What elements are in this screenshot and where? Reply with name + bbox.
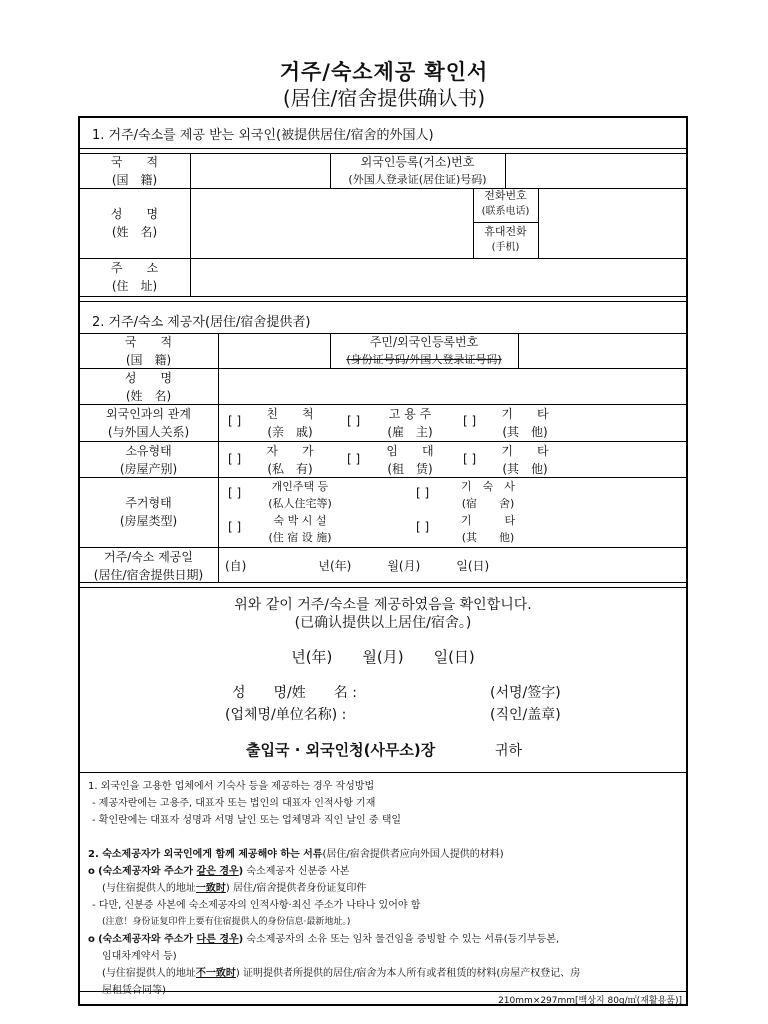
- label-zh: (姓 名): [125, 389, 172, 403]
- s2-regno-label: [330, 333, 518, 369]
- ownership-other-checkbox[interactable]: [ ]: [463, 452, 477, 466]
- divider: [190, 153, 191, 296]
- housing-dormitory-checkbox[interactable]: [ ]: [416, 486, 430, 500]
- label-zh: (居住/宿舍提供日期): [93, 568, 204, 582]
- form-subtitle: (居住/宿舍提供确认书): [282, 86, 486, 110]
- s1-nationality-label: [79, 153, 190, 188]
- s2-date-label: [79, 548, 218, 584]
- text: ): [238, 934, 244, 945]
- label-ko: 주거형태: [125, 496, 172, 510]
- housing-lodging-checkbox[interactable]: [ ]: [228, 520, 242, 534]
- option-zh: (私人住宅等): [268, 497, 332, 510]
- text: (숙소제공자와 주소가: [98, 866, 197, 877]
- form-title: 거주/숙소제공 확인서: [279, 60, 489, 84]
- bullet: o: [88, 866, 95, 877]
- note-same: [88, 863, 680, 880]
- ownership-own-checkbox[interactable]: [ ]: [228, 452, 242, 466]
- label-ko: 국 적: [124, 335, 173, 349]
- ownership-other: [485, 442, 565, 478]
- label-zh: (住 址): [111, 279, 158, 293]
- text: ): [225, 883, 230, 894]
- section2-heading: 2. 거주/숙소 제공자(居住/宿舍提供者): [92, 315, 311, 330]
- divider: [473, 222, 538, 223]
- note-2: [88, 846, 680, 863]
- option-ko: 기 타: [501, 407, 549, 421]
- section1-heading: 1. 거주/숙소를 제공 받는 외국인(被提供居住/宿舍的外国人): [92, 128, 434, 143]
- housing-private-checkbox[interactable]: [ ]: [228, 486, 242, 500]
- s2-relation-label: [79, 405, 218, 441]
- note-1b: - 확인란에는 대표자 성명과 서명 날인 또는 업체명과 직인 날인 중 택일: [92, 815, 402, 826]
- relation-employer-checkbox[interactable]: [ ]: [347, 414, 361, 428]
- note-diff-zh: [88, 965, 680, 982]
- housing-private: [250, 478, 350, 512]
- honorific: 귀하: [495, 743, 523, 759]
- s1-phone-label: [473, 188, 538, 220]
- label-ko: 성 명: [124, 371, 173, 385]
- confirm-statement-zh: (已确认提供以上居住/宿舍。): [294, 615, 472, 631]
- label-zh: (与外国人关系): [107, 425, 190, 439]
- note-2-zh: (居住/宿舍提供者应向外国人提供的材料): [322, 849, 504, 860]
- s1-address-label: [79, 259, 190, 295]
- ownership-lease: [370, 442, 450, 478]
- option-ko: 숙 박 시 설: [273, 514, 327, 527]
- ownership-lease-checkbox[interactable]: [ ]: [347, 452, 361, 466]
- text: 居住/宿舍提供者身份证复印件: [229, 883, 367, 894]
- text: (与住宿提供人的地址: [102, 968, 196, 979]
- note-diff-zh-cont: 屋租赁合同等): [102, 985, 166, 996]
- label-ko: 소유형태: [125, 444, 172, 458]
- option-zh: (雇 主): [387, 425, 433, 439]
- label-ko: 주 소: [110, 261, 159, 275]
- label-zh: (姓 名): [111, 225, 158, 239]
- relation-other-checkbox[interactable]: [ ]: [463, 414, 477, 428]
- text: 一致时: [195, 883, 226, 894]
- notes-block: [88, 778, 680, 999]
- text: 证明提供者所提供的居住/宿舍为本人所有或者租赁的材料(房屋产权登记、房: [239, 968, 581, 979]
- divider: [79, 301, 687, 302]
- s1-regno-label: [330, 153, 505, 189]
- text: (与住宿提供人的地址: [102, 883, 196, 894]
- option-ko: 자 가: [266, 444, 314, 458]
- label-zh: (外国人登录证(居住证)号码): [348, 173, 487, 186]
- provision-date-field[interactable]: (自) 년(年) 월(月) 일(日): [225, 559, 490, 573]
- housing-other-checkbox[interactable]: [ ]: [416, 520, 430, 534]
- note-same-detail: - 다만, 신분증 사본에 숙소제공자의 인적사항·최신 주소가 나타나 있어야 함: [92, 900, 421, 911]
- s1-name-label: [79, 205, 190, 241]
- divider: [538, 188, 539, 258]
- label-ko: 전화번호: [484, 189, 527, 202]
- confirm-date[interactable]: 년(年) 월(月) 일(日): [291, 648, 475, 666]
- note-same-detail-zh: (注意！身份证复印件上要有住宿提供人的身份信息·最新地址。): [102, 917, 351, 927]
- paper-spec-footer: 210mm×297mm[백상지 80g/㎡(재활용품)]: [498, 996, 682, 1006]
- text: 숙소제공자 신분증 사본: [243, 866, 350, 877]
- housing-other: [438, 512, 538, 546]
- label-ko: 휴대전화: [484, 225, 527, 238]
- divider: [218, 333, 219, 582]
- bullet: o: [88, 934, 95, 945]
- option-zh: (宿 舍): [461, 497, 515, 510]
- addressee: 출입국 · 외국인청(사무소)장: [246, 741, 436, 759]
- option-zh: (亲 戚): [267, 425, 313, 439]
- divider: [518, 333, 519, 368]
- option-zh: (其 他): [502, 462, 548, 476]
- option-zh: (私 有): [267, 462, 313, 476]
- s1-mobile-label: [473, 224, 538, 256]
- note-2-title: 2. 숙소제공자가 외국인에게 함께 제공해야 하는 서류: [88, 849, 323, 860]
- text: ): [235, 968, 240, 979]
- label-zh: (国 籍): [125, 353, 172, 367]
- label-zh: (国 籍): [111, 173, 158, 187]
- relation-employer: [370, 405, 450, 441]
- label-ko: 주민/외국인등록번호: [369, 335, 479, 349]
- divider: [505, 153, 506, 188]
- label-zh: (房屋产别): [119, 462, 178, 476]
- note-1: 1. 외국인을 고용한 업체에서 기숙사 등을 제공하는 경우 작성방법: [88, 781, 375, 792]
- divider: [79, 148, 687, 149]
- option-ko: 임 대: [386, 444, 434, 458]
- confirm-name-label: 성 명/姓 名 :: [232, 685, 357, 701]
- label-zh: (身份证号码/外国人登录证号码): [346, 353, 502, 366]
- label-ko: 성 명: [110, 207, 159, 221]
- option-zh: (其 他): [461, 531, 515, 544]
- option-ko: 기 타: [501, 444, 549, 458]
- option-zh: (其 他): [502, 425, 548, 439]
- s2-housing-label: [79, 494, 218, 530]
- option-ko: 기 숙 사: [461, 480, 515, 493]
- option-ko: 친 척: [266, 407, 314, 421]
- note-1a: - 제공자란에는 고용주, 대표자 또는 법인의 대표자 인적사항 기재: [92, 798, 376, 809]
- option-zh: (住 宿 设 施): [268, 531, 332, 544]
- housing-dormitory: [438, 478, 538, 512]
- s2-nationality-label: [79, 333, 218, 369]
- divider: [79, 772, 687, 773]
- divider: [79, 991, 687, 992]
- relation-relative-checkbox[interactable]: [ ]: [228, 414, 242, 428]
- relation-relative: [250, 405, 330, 441]
- option-ko: 고 용 주: [388, 407, 432, 421]
- label-zh: (房屋类型): [119, 514, 178, 528]
- text: 숙소제공자의 소유 또는 임차 물건임을 증빙할 수 있는 서류(등기부등본,: [243, 934, 560, 945]
- spacer: [88, 829, 680, 846]
- label-zh: (手机): [491, 242, 520, 253]
- label-ko: 국 적: [110, 155, 159, 169]
- sign-field[interactable]: (서명/签字): [490, 685, 561, 701]
- text: 같은 경우: [196, 866, 239, 877]
- divider: [79, 587, 687, 588]
- text: ): [238, 866, 244, 877]
- text: 다른 경우: [196, 934, 239, 945]
- text: 不一致时: [195, 968, 236, 979]
- label-ko: 외국인등록(거소)번호: [360, 155, 475, 169]
- label-ko: 외국인과의 관계: [106, 407, 191, 421]
- note-diff-cont: 임대차계약서 등): [102, 951, 177, 962]
- option-ko: 기 타: [460, 514, 516, 527]
- text: (숙소제공자와 주소가: [98, 934, 197, 945]
- s2-name-label: [79, 369, 218, 405]
- housing-lodging: [250, 512, 350, 546]
- relation-other: [485, 405, 565, 441]
- seal-field[interactable]: (직인/盖章): [490, 707, 561, 723]
- ownership-own: [250, 442, 330, 478]
- divider: [79, 296, 687, 297]
- note-same-zh: [88, 880, 680, 897]
- note-diff: [88, 931, 680, 948]
- label-ko: 거주/숙소 제공일: [103, 550, 193, 564]
- label-zh: (联系电话): [481, 206, 530, 217]
- option-ko: 개인주택 등: [271, 480, 329, 493]
- confirm-statement: 위와 같이 거주/숙소를 제공하였음을 확인합니다.: [234, 597, 532, 613]
- s2-ownership-label: [79, 442, 218, 478]
- option-zh: (租 赁): [387, 462, 433, 476]
- company-label: (업체명/单位名称) :: [225, 707, 347, 723]
